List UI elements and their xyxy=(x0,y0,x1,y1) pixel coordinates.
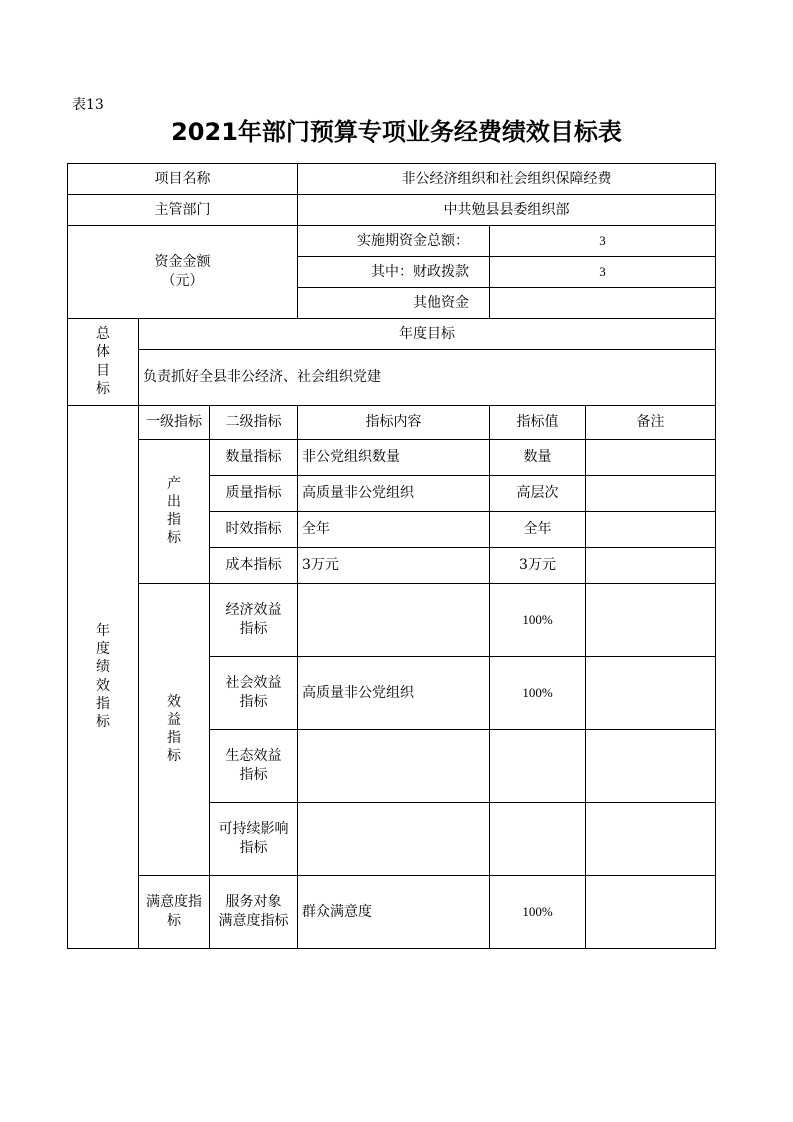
output-level2: 数量指标 xyxy=(210,440,298,476)
benefit-value xyxy=(490,730,586,803)
output-content: 全年 xyxy=(298,512,490,548)
satisfaction-level2: 服务对象 满意度指标 xyxy=(210,876,298,949)
satisfaction-indicator-label: 满意度指 标 xyxy=(139,876,210,949)
benefit-level2: 经济效益 指标 xyxy=(210,584,298,657)
fiscal-funds-label: 其中：财政拨款 xyxy=(298,257,490,288)
header-content: 指标内容 xyxy=(298,406,490,440)
benefit-level2: 可持续影响 指标 xyxy=(210,803,298,876)
benefit-note xyxy=(586,657,716,730)
overall-goal-label: 总体目标 xyxy=(68,319,139,406)
total-funds-label: 实施期资金总额： xyxy=(298,226,490,257)
satisfaction-value: 100% xyxy=(490,876,586,949)
year-goal-label: 年度目标 xyxy=(139,319,716,350)
benefit-note xyxy=(586,584,716,657)
other-funds-label: 其他资金 xyxy=(298,288,490,319)
benefit-note xyxy=(586,730,716,803)
department-label: 主管部门 xyxy=(68,195,298,226)
benefit-content: 高质量非公党组织 xyxy=(298,657,490,730)
project-name-label: 项目名称 xyxy=(68,164,298,195)
performance-goal-table xyxy=(67,163,716,949)
satisfaction-content: 群众满意度 xyxy=(298,876,490,949)
output-value: 高层次 xyxy=(490,476,586,512)
output-content: 3万元 xyxy=(298,548,490,584)
output-indicator-label: 产出指标 xyxy=(139,440,210,584)
department-value: 中共勉县县委组织部 xyxy=(298,195,716,226)
output-note xyxy=(586,476,716,512)
benefit-value xyxy=(490,803,586,876)
output-note xyxy=(586,548,716,584)
total-funds-value: 3 xyxy=(490,226,716,257)
benefit-content xyxy=(298,803,490,876)
benefit-indicator-label: 效益指标 xyxy=(139,584,210,876)
header-level2: 二级指标 xyxy=(210,406,298,440)
output-level2: 成本指标 xyxy=(210,548,298,584)
output-note xyxy=(586,440,716,476)
project-name-value: 非公经济组织和社会组织保障经费 xyxy=(298,164,716,195)
year-goal-text: 负责抓好全县非公经济、社会组织党建 xyxy=(139,350,716,406)
output-level2: 质量指标 xyxy=(210,476,298,512)
funds-label-line1: 资金金额 xyxy=(154,254,211,271)
satisfaction-note xyxy=(586,876,716,949)
benefit-value: 100% xyxy=(490,657,586,730)
output-level2: 时效指标 xyxy=(210,512,298,548)
table-label: 表13 xyxy=(72,97,104,113)
output-note xyxy=(586,512,716,548)
funds-label-line2: （元） xyxy=(161,273,204,289)
annual-performance-label: 年度绩效指标 xyxy=(68,406,139,949)
output-value: 全年 xyxy=(490,512,586,548)
output-content: 高质量非公党组织 xyxy=(298,476,490,512)
benefit-level2: 生态效益 指标 xyxy=(210,730,298,803)
benefit-content xyxy=(298,730,490,803)
other-funds-value xyxy=(490,288,716,319)
funds-label xyxy=(68,226,298,319)
fiscal-funds-value: 3 xyxy=(490,257,716,288)
header-value: 指标值 xyxy=(490,406,586,440)
output-value: 3万元 xyxy=(490,548,586,584)
header-note: 备注 xyxy=(586,406,716,440)
benefit-level2: 社会效益 指标 xyxy=(210,657,298,730)
output-value: 数量 xyxy=(490,440,586,476)
benefit-note xyxy=(586,803,716,876)
page-title: 2021年部门预算专项业务经费绩效目标表 xyxy=(171,118,622,146)
output-content: 非公党组织数量 xyxy=(298,440,490,476)
benefit-content xyxy=(298,584,490,657)
benefit-value: 100% xyxy=(490,584,586,657)
header-level1: 一级指标 xyxy=(139,406,210,440)
